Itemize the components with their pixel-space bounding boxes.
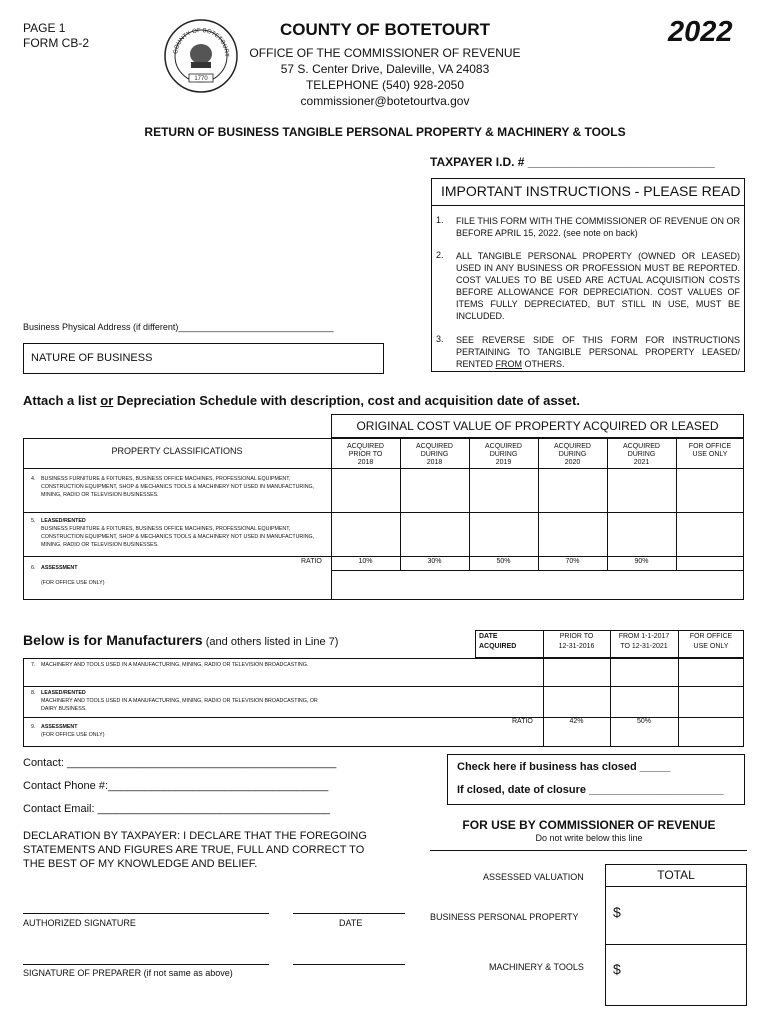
mfr-col-prior: PRIOR TO 12-31-2016 [558, 633, 595, 650]
row5-2018-input[interactable] [401, 513, 468, 555]
row-9-title: ASSESSMENT [41, 724, 78, 730]
row8-prior-input[interactable] [544, 687, 609, 716]
property-classifications-header: PROPERTY CLASSIFICATIONS [111, 446, 243, 456]
declaration-text: DECLARATION BY TAXPAYER: I DECLARE THAT THE FOREGOING STATEMENTS AND FIGURES ARE TRUE, FULL AND CORRECT TO THE BEST OF MY KNOWLEDGE AND BELIEF. [23, 830, 367, 870]
row-6-title: ASSESSMENT [41, 565, 78, 571]
row-6-ratio: RATIO [301, 558, 322, 565]
office-address: 57 S. Center Drive, Daleville, VA 24083 [280, 62, 490, 76]
row-8-num: 8. [31, 690, 36, 696]
mfr-col-from: FROM 1-1-2017 TO 12-31-2021 [618, 633, 670, 650]
row-5-text: BUSINESS FURNITURE & FIXTURES, BUSINESS OFFICE MACHINES, PROFESSIONAL EQUIPMENT, CONSTRUCTION EQUIPMENT, SHOP & MECHANICS TOOLS & MACHINERY NOT USED IN MANUFACTURING, MINING, RADIO OR TELEVISION BUSINESSES. [41, 526, 315, 548]
county-name: COUNTY OF BOTETOURT [280, 20, 490, 39]
row4-prior-2018-input[interactable] [332, 469, 399, 511]
mfr-col-date: DATE ACQUIRED [479, 633, 517, 650]
date-line-1[interactable] [293, 913, 405, 914]
form-title: RETURN OF BUSINESS TANGIBLE PERSONAL PROPERTY & MACHINERY & TOOLS [144, 125, 626, 139]
row4-2019-input[interactable] [470, 469, 537, 511]
ratio-50-mt: 50% [636, 718, 651, 725]
row4-2021-input[interactable] [608, 469, 675, 511]
row-9-num: 9. [31, 724, 36, 730]
preparer-signature-label: SIGNATURE OF PREPARER (if not same as above) [23, 968, 233, 978]
row-7-num: 7. [31, 662, 36, 668]
row-6-note: (FOR OFFICE USE ONLY) [41, 580, 105, 586]
svg-text:COUNTY OF BOTETOURT VIRGINIA: COUNTY OF BOTETOURT [173, 27, 230, 57]
instruction-1-num: 1. [436, 215, 444, 225]
business-closed-check[interactable]: Check here if business has closed _____ [457, 761, 671, 773]
attach-instruction: Attach a list or Depreciation Schedule with description, cost and acquisition date of asset. [23, 393, 580, 408]
county-seal [163, 18, 239, 94]
ratio-70: 70% [565, 558, 580, 565]
business-closed-box [447, 754, 745, 805]
page-number: PAGE 1 [23, 21, 66, 35]
ratio-10: 10% [358, 558, 373, 565]
row-4-num: 4. [31, 476, 36, 482]
row-9-note: (FOR OFFICE USE ONLY) [41, 732, 105, 738]
row4-2018-input[interactable] [401, 469, 468, 511]
ratio-42: 42% [569, 718, 584, 725]
ratio-30: 30% [427, 558, 442, 565]
assessed-valuation-label: ASSESSED VALUATION [483, 872, 584, 882]
row7-from-input[interactable] [611, 659, 677, 685]
row-8-title: LEASED/RENTED [41, 690, 86, 696]
instruction-3-num: 3. [436, 334, 444, 344]
manufacturers-heading: Below is for Manufacturers (and others listed in Line 7) [23, 632, 339, 648]
row-5-title: LEASED/RENTED [41, 518, 86, 524]
date-label: DATE [339, 918, 363, 928]
instructions-heading: IMPORTANT INSTRUCTIONS - PLEASE READ [441, 183, 741, 199]
closure-date-field[interactable]: If closed, date of closure ______________________ [457, 784, 724, 796]
table-super-header: ORIGINAL COST VALUE OF PROPERTY ACQUIRED OR LEASED [331, 414, 744, 438]
row-8-text: MACHINERY AND TOOLS USED IN A MANUFACTURING, MINING, RADIO OR TELEVISION BROADCASTING, OR DAIRY BUSINESS. [41, 698, 318, 712]
ratio-90: 90% [634, 558, 649, 565]
row4-2020-input[interactable] [539, 469, 606, 511]
row5-2021-input[interactable] [608, 513, 675, 555]
col-during-2019: ACQUIRED DURING 2019 [485, 443, 522, 466]
row5-prior-2018-input[interactable] [332, 513, 399, 555]
date-line-2[interactable] [293, 964, 405, 965]
row-6-num: 6. [31, 565, 36, 571]
bpp-dollar: $ [613, 904, 621, 920]
instruction-3: SEE REVERSE SIDE OF THIS FORM FOR INSTRUCTIONS PERTAINING TO TANGIBLE PERSONAL PROPERTY LEASED/ RENTED FROM OTHERS. [456, 335, 740, 369]
contact-field[interactable]: Contact: ____________________________________________ [23, 757, 337, 769]
authorized-signature-label: AUTHORIZED SIGNATURE [23, 918, 136, 928]
row-5-num: 5. [31, 518, 36, 524]
county-seal-icon [163, 18, 239, 94]
instruction-2-num: 2. [436, 250, 444, 260]
form-number: FORM CB-2 [23, 36, 89, 50]
row8-from-input[interactable] [611, 687, 677, 716]
office-name: OFFICE OF THE COMMISSIONER OF REVENUE [249, 46, 521, 60]
office-phone: TELEPHONE (540) 928-2050 [305, 78, 465, 92]
nature-of-business-label: NATURE OF BUSINESS [31, 352, 153, 364]
contact-email-field[interactable]: Contact Email: ______________________________________ [23, 803, 331, 815]
mt-dollar: $ [613, 961, 621, 977]
col-during-2020: ACQUIRED DURING 2020 [554, 443, 591, 466]
row7-prior-input[interactable] [544, 659, 609, 685]
col-during-2021: ACQUIRED DURING 2021 [623, 443, 660, 466]
col-during-2018: ACQUIRED DURING 2018 [416, 443, 453, 466]
nature-of-business-field[interactable] [23, 343, 384, 374]
office-email: commissioner@botetourtva.gov [300, 94, 470, 108]
contact-phone-field[interactable]: Contact Phone #:____________________________________ [23, 780, 329, 792]
col-office-use: FOR OFFICE USE ONLY [688, 443, 732, 458]
instruction-2: ALL TANGIBLE PERSONAL PROPERTY (OWNED OR LEASED) USED IN ANY BUSINESS OR PROFESSION MUST BE REPORTED. COST VALUES TO BE USED ARE ACTUAL ACQUISITION COSTS BEFORE ALLOWANCE FOR DEPRECIATION. COST VALUES OF ITEMS FULLY DEPRECIATED, BUT STILL IN USE, MUST BE INCLUDED. [456, 251, 740, 321]
authorized-signature-line[interactable] [23, 913, 269, 914]
ratio-50: 50% [496, 558, 511, 565]
mt-label: MACHINERY & TOOLS [489, 962, 584, 972]
col-prior-2018: ACQUIRED PRIOR TO 2018 [347, 443, 384, 466]
taxpayer-id-field[interactable]: TAXPAYER I.D. # ____________________________ [430, 155, 715, 169]
mfr-col-office: FOR OFFICE USE ONLY [689, 633, 733, 650]
total-header: TOTAL [657, 868, 695, 882]
form-year: 2022 [668, 16, 733, 48]
row-4-text: BUSINESS FURNITURE & FIXTURES, BUSINESS OFFICE MACHINES, PROFESSIONAL EQUIPMENT, CONSTRUCTION EQUIPMENT, SHOP & MECHANICS TOOLS & MACHINERY NOT USED IN MANUFACTURING, MINING, RADIO OR TELEVISION BUSINESSES. [41, 476, 315, 498]
business-address-field[interactable]: Business Physical Address (if different)_______________________________ [23, 322, 334, 332]
preparer-signature-line[interactable] [23, 964, 269, 965]
row5-2019-input[interactable] [470, 513, 537, 555]
bpp-label: BUSINESS PERSONAL PROPERTY [430, 912, 579, 922]
instruction-1: FILE THIS FORM WITH THE COMMISSIONER OF REVENUE ON OR BEFORE APRIL 15, 2022. (see note on back) [456, 216, 740, 238]
row-9-ratio: RATIO [512, 718, 533, 725]
svg-text:1770: 1770 [194, 76, 208, 82]
office-use-heading: FOR USE BY COMMISSIONER OF REVENUE [462, 818, 716, 832]
row5-2020-input[interactable] [539, 513, 606, 555]
office-use-sub: Do not write below this line [535, 833, 643, 843]
row-7-text: MACHINERY AND TOOLS USED IN A MANUFACTURING, MINING, RADIO OR TELEVISION BROADCASTING. [41, 662, 309, 668]
